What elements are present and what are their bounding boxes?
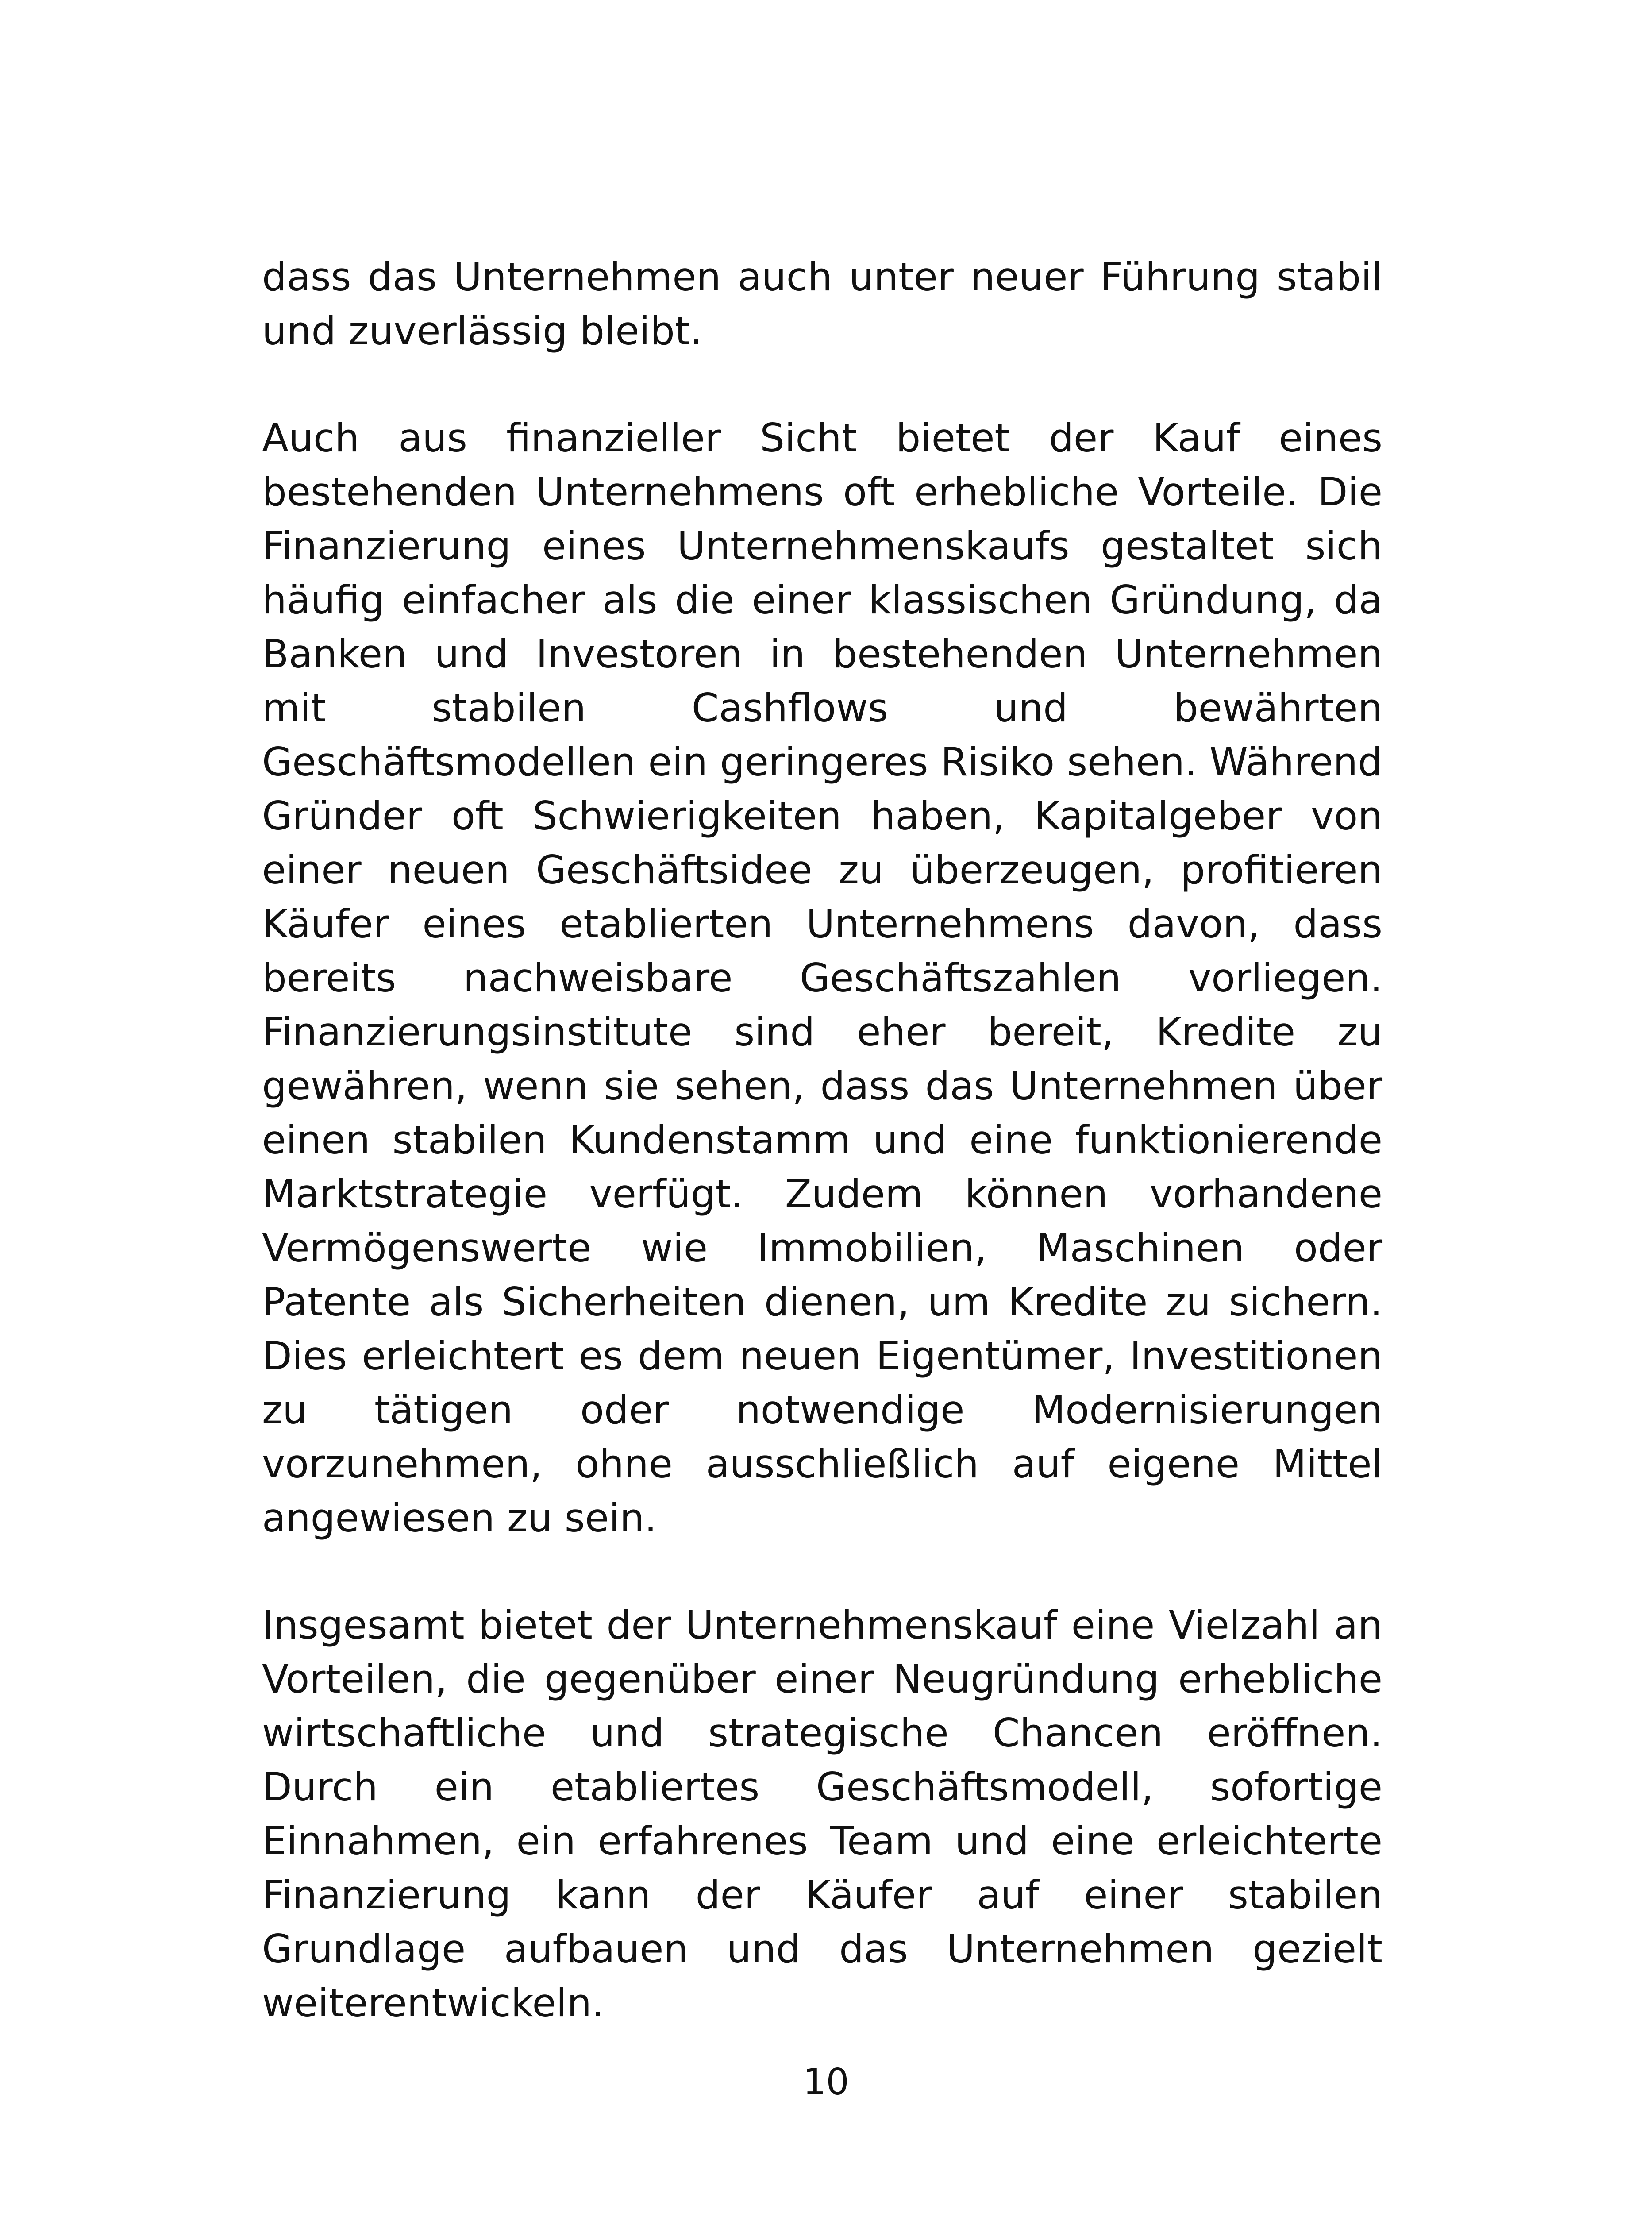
paragraph-3: Insgesamt bietet der Unternehmenskauf eine Vielzahl an Vorteilen, die gegenüber einer Neugründung erhebliche wirtschaftliche und strategische Chancen eröffnen. Durch ein etabliertes Geschäftsmodell, sofortige Einnahmen, ein erfahrenes Team und eine erleichterte Finanzierung kann der Käufer auf einer stabilen Grundlage aufbauen und das Unternehmen gezielt weiterentwickeln. — [262, 1602, 1382, 2026]
page-number: 10 — [803, 2061, 849, 2103]
body-text — [262, 250, 1382, 2030]
paragraph-2: Auch aus finanzieller Sicht bietet der Kauf eines bestehenden Unternehmens oft erhebliche Vorteile. Die Finanzierung eines Unternehmenskaufs gestaltet sich häufig einfacher als die einer klassischen Gründung, da Banken und Investoren in bestehenden Unternehmen mit stabilen Cashflows und bewährten Geschäftsmodellen ein geringeres Risiko sehen. Während Gründer oft Schwierigkeiten haben, Kapitalgeber von einer neuen Geschäftsidee zu überzeugen, profitieren Käufer eines etablierten Unternehmens davon, dass bereits nachweisbare Geschäftszahlen vorliegen. Finanzierungsinstitute sind eher bereit, Kredite zu gewähren, wenn sie sehen, dass das Unternehmen über einen stabilen Kundenstamm und eine funktionierende Marktstrategie verfügt. Zudem können vorhandene Vermögenswerte wie Immobilien, Maschinen oder Patente als Sicherheiten dienen, um Kredite zu sichern. Dies erleichtert es dem neuen Eigentümer, Investitionen zu tätigen oder notwendige Modernisierungen vorzunehmen, ohne ausschließlich auf eigene Mittel angewiesen zu sein. — [262, 415, 1382, 1541]
paragraph-1: dass das Unternehmen auch unter neuer Führung stabil und zuverlässig bleibt. — [262, 254, 1382, 354]
